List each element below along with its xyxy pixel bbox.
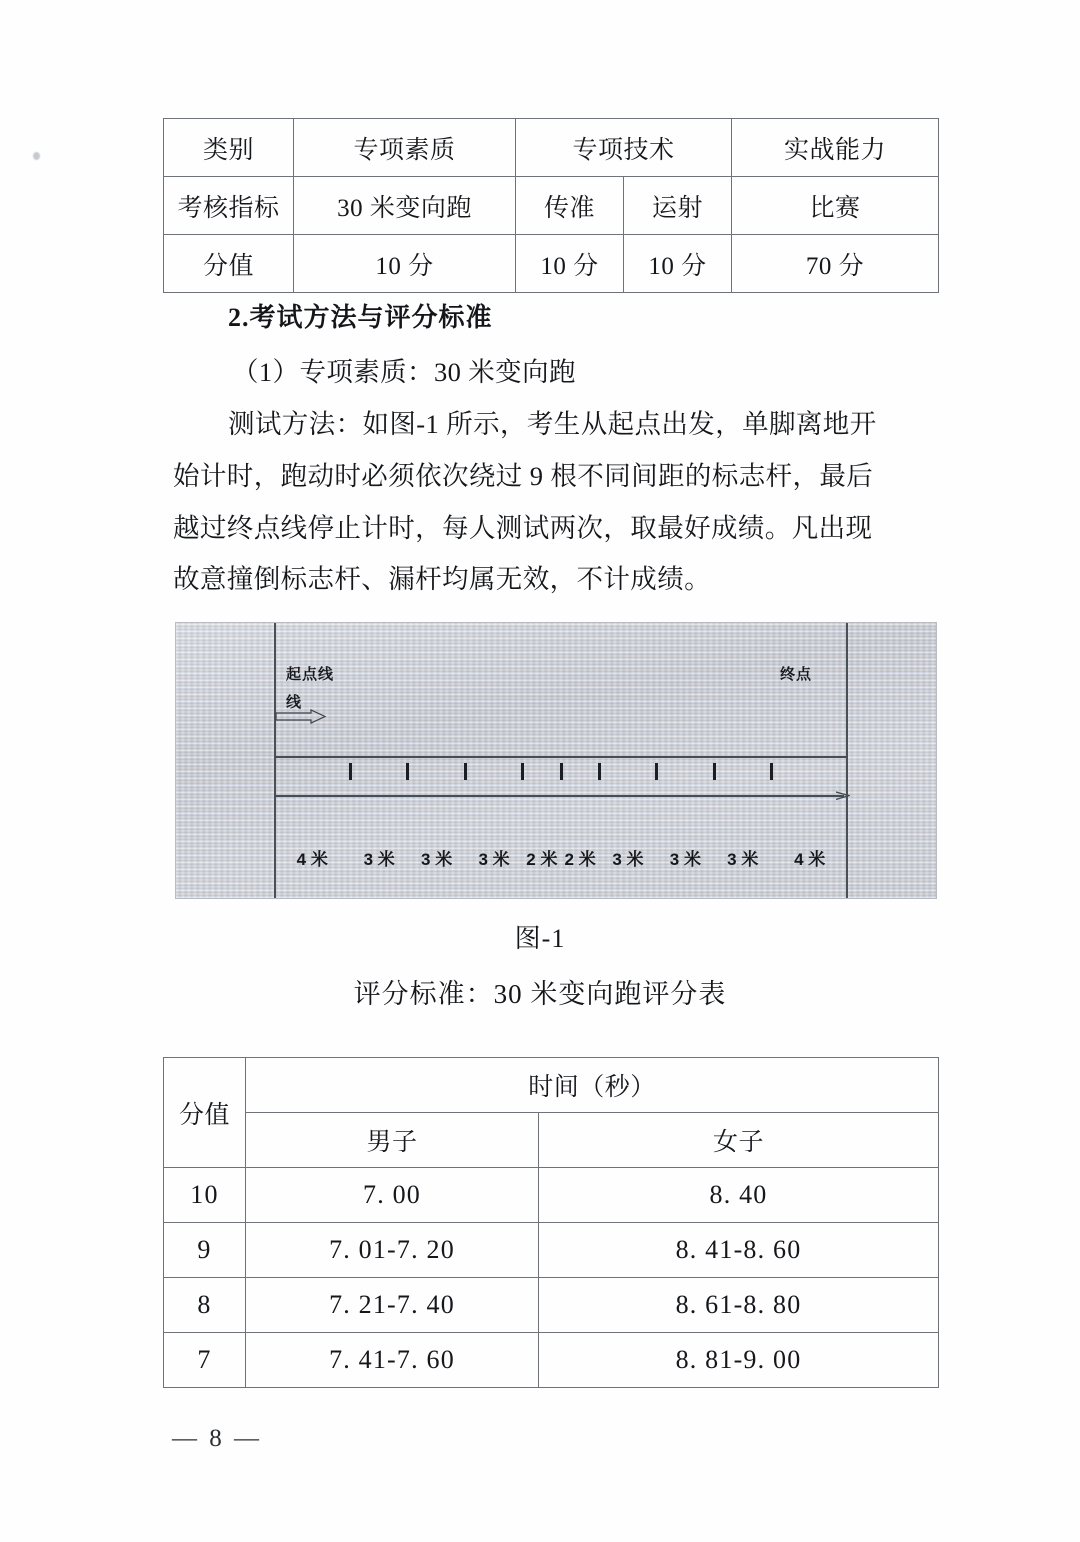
start-line-label: 起点线 [286,666,335,683]
marker-pole [770,763,773,780]
table-row [164,1223,939,1278]
marker-pole [349,763,352,780]
table-row-header-top [164,1058,939,1113]
cell-score-value: 10 [164,1168,246,1223]
cell-score-value: 7 [164,1333,246,1388]
distance-label: 3 米 [363,850,395,869]
cell-points-dribble-shoot: 10 分 [624,235,732,293]
marker-pole [598,763,601,780]
cell-time-header: 时间（秒） [246,1058,939,1113]
figure-course-diagram [175,622,937,899]
run-direction-arrowhead-icon [836,789,850,803]
page-number: — 8 — [172,1425,262,1452]
cell-indicator-label: 考核指标 [164,177,294,235]
marker-pole [406,763,409,780]
cell-male-value: 7. 21-7. 40 [246,1278,539,1333]
finish-line [846,623,848,898]
cell-female-value: 8. 61-8. 80 [539,1278,939,1333]
section-heading-exam-method: 2.考试方法与评分标准 [228,303,493,332]
cell-indicator-quality: 30 米变向跑 [294,177,516,235]
distance-label: 3 米 [478,850,510,869]
table-row [164,1333,939,1388]
distance-label: 3 米 [421,850,453,869]
marker-pole [655,763,658,780]
table-row-header-sub [164,1113,939,1168]
cell-indicator-match: 比赛 [732,177,939,235]
cell-score-value: 8 [164,1278,246,1333]
cell-points-match: 70 分 [732,235,939,293]
paragraph-line-2: 始计时，跑动时必须依次绕过 9 根不同间距的标志杆，最后 [173,461,874,491]
score-standard-title: 评分标准：30 米变向跑评分表 [353,979,727,1009]
start-line-label-second: 线 [286,694,303,711]
table-row [164,119,939,177]
distance-label: 3 米 [612,850,644,869]
marker-pole [521,763,524,780]
cell-female-value: 8. 41-8. 60 [539,1223,939,1278]
distance-label: 2 米 [564,850,596,869]
cell-male-value: 7. 41-7. 60 [246,1333,539,1388]
cell-female-value: 8. 40 [539,1168,939,1223]
pole-rail-line [274,756,848,758]
score-standard-table [163,1057,939,1388]
run-direction-line [274,795,844,797]
cell-category-label: 类别 [164,119,294,177]
category-score-table [163,118,939,293]
marker-pole [713,763,716,780]
table-row [164,235,939,293]
scan-speck [33,152,40,160]
cell-female-value: 8. 81-9. 00 [539,1333,939,1388]
cell-male-value: 7. 01-7. 20 [246,1223,539,1278]
distance-label: 4 米 [296,850,328,869]
paragraph-line-1: 测试方法：如图-1 所示，考生从起点出发，单脚离地开 [228,409,877,439]
cell-points-pass: 10 分 [516,235,624,293]
cell-score-value: 9 [164,1223,246,1278]
cell-points-label: 分值 [164,235,294,293]
table-row [164,177,939,235]
distance-label: 3 米 [669,850,701,869]
start-line [274,623,276,898]
cell-male-header: 男子 [246,1113,539,1168]
table-row [164,1278,939,1333]
start-direction-arrow-icon [275,709,327,724]
cell-indicator-pass: 传准 [516,177,624,235]
cell-special-quality: 专项素质 [294,119,516,177]
distance-label: 2 米 [526,850,558,869]
marker-pole [560,763,563,780]
cell-female-header: 女子 [539,1113,939,1168]
cell-match-ability: 实战能力 [732,119,939,177]
marker-pole [464,763,467,780]
distance-label: 4 米 [794,850,826,869]
figure-caption: 图-1 [514,924,566,953]
subsection-special-quality: （1）专项素质：30 米变向跑 [232,357,576,387]
table-row [164,1168,939,1223]
cell-score-header: 分值 [164,1058,246,1168]
cell-special-technique: 专项技术 [516,119,732,177]
distance-label: 3 米 [727,850,759,869]
cell-male-value: 7. 00 [246,1168,539,1223]
finish-label: 终点 [780,666,813,683]
cell-points-quality: 10 分 [294,235,516,293]
paragraph-line-3: 越过终点线停止计时，每人测试两次，取最好成绩。凡出现 [173,513,873,543]
cell-indicator-dribble-shoot: 运射 [624,177,732,235]
paragraph-line-4: 故意撞倒标志杆、漏杆均属无效，不计成绩。 [173,564,711,594]
